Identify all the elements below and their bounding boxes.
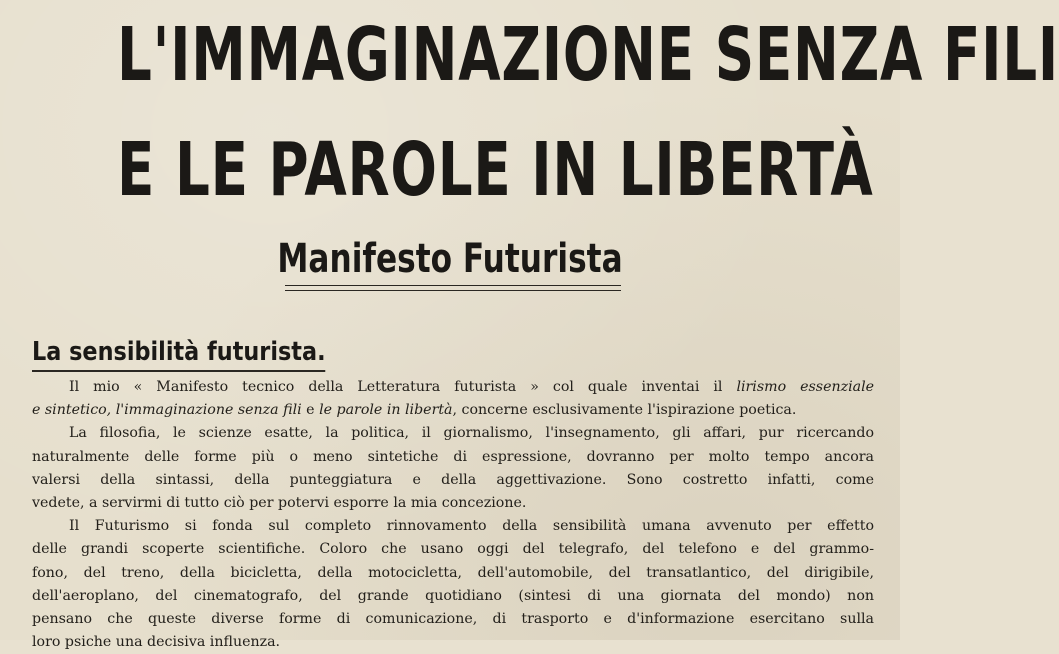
paragraph-3-line-2: delle grandi scoperte scientifiche. Coloro che usano oggi del telegrafo, del telefono e del grammo- xyxy=(32,541,874,558)
body-text xyxy=(32,376,874,654)
subtitle: Manifesto Futurista xyxy=(277,236,623,282)
paragraph-2-line-1: La filosofia, le scienze esatte, la politica, il giornalismo, l'insegnamento, gli affari, pur ricercando xyxy=(69,425,874,442)
p1-text: e xyxy=(301,402,320,419)
paragraph-2-line-2: naturalmente delle forme più o meno sintetiche di espressione, dovranno per molto tempo ancora xyxy=(32,448,874,465)
subtitle-underline-bottom xyxy=(285,290,621,291)
p1-italic: lirismo essenziale xyxy=(736,379,875,395)
p1-text: Il mio « Manifesto tecnico della Letteratura futurista » col quale inventai il xyxy=(69,379,737,395)
paragraph-1-line-1 xyxy=(32,376,874,399)
paragraph-3-line-6: loro psiche una decisiva influenza. xyxy=(32,634,281,651)
p1-text: , concerne esclusivamente l'ispirazione poetica. xyxy=(452,402,797,419)
paragraph-3-line-1: Il Futurismo si fonda sul completo rinnovamento della sensibilità umana avvenuto per effetto xyxy=(69,518,874,535)
subtitle-underline-top xyxy=(285,285,621,286)
paragraph-2-line-3: valersi della sintassi, della punteggiatura e della aggettivazione. Sono costretto infatti, come xyxy=(32,471,874,488)
p1-italic: e sintetico, l'immaginazione senza fili xyxy=(32,402,302,419)
p1-italic: le parole in libertà xyxy=(319,402,453,419)
title-line-1: L'IMMAGINAZIONE SENZA FILI xyxy=(117,12,1059,98)
title-line-2: E LE PAROLE IN LIBERTÀ xyxy=(117,127,874,213)
paragraph-2-line-4: vedete, a servirmi di tutto ciò per potervi esporre la mia concezione. xyxy=(32,494,527,511)
paragraph-3-line-4: dell'aeroplano, del cinematografo, del grande quotidiano (sintesi di una giornata del mondo) non xyxy=(32,587,874,604)
paragraph-3-line-5: pensano che queste diverse forme di comunicazione, di trasporto e d'informazione esercitano sulla xyxy=(32,610,874,627)
section-heading: La sensibilità futurista. xyxy=(32,336,326,372)
paragraph-3-line-3: fono, del treno, della bicicletta, della motocicletta, dell'automobile, del transatlantico, del dirigibile, xyxy=(32,564,874,581)
paragraph-1-line-2 xyxy=(32,399,874,422)
